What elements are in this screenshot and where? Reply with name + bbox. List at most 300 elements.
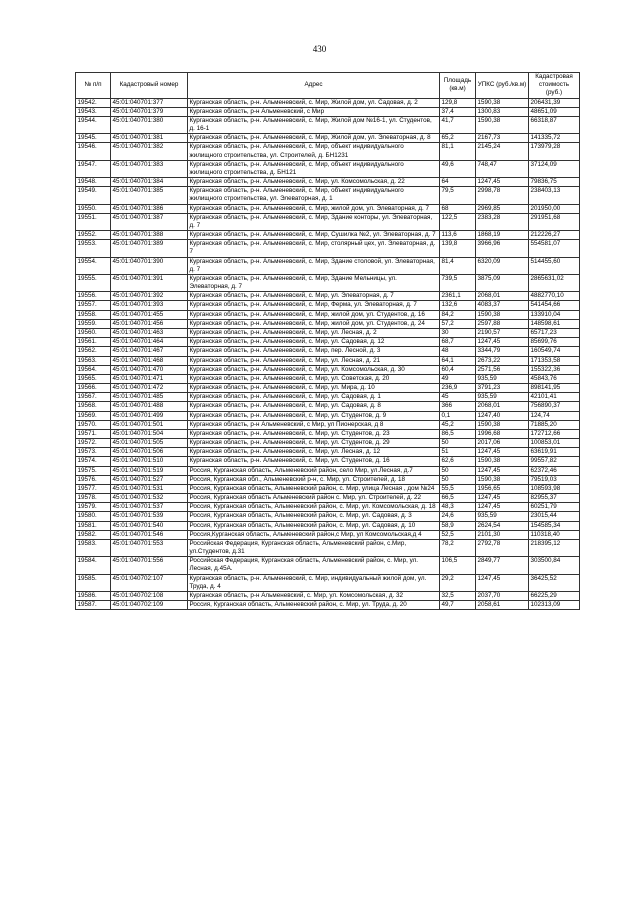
table-row bbox=[76, 98, 580, 107]
cadastral-cost-cell: 4882770,10 bbox=[529, 292, 580, 301]
upks-cell: 2058,61 bbox=[476, 601, 529, 610]
address-cell: Российская Федерация, Курганская область, Альменевский район, с. Мир, ул. Лесная, д.45А. bbox=[188, 557, 440, 574]
address-cell: Курганская область, р-н. Альменевский, с. Мир, ул. Советская, д. 20 bbox=[188, 374, 440, 383]
cadastral-number-cell: 45:01:040701:463 bbox=[111, 328, 188, 337]
table-row bbox=[76, 365, 580, 374]
upks-cell: 2597,88 bbox=[476, 319, 529, 328]
address-cell: Курганская область, р-н. Альменевский, с. Мир, объект индивидуального жилищного строительства, ул. Элеваторная, д. 1 bbox=[188, 187, 440, 204]
address-cell: Россия, Курганская область, Альменевский район, с. Мир, улица Лесная , дом №24 bbox=[188, 484, 440, 493]
cadastral-number-cell: 45:01:040701:510 bbox=[111, 457, 188, 466]
address-cell: Курганская область, р-н. Альменевский, с. Мир, объект индивидуального жилищного строительства, д. БН121 bbox=[188, 160, 440, 177]
area-cell: 68,7 bbox=[440, 338, 476, 347]
cadastral-cost-cell: 63619,91 bbox=[529, 448, 580, 457]
row-number-cell: 19542. bbox=[76, 98, 111, 107]
address-cell: Курганская область, р-н. Альменевский, с. Мир, ул. Комсомольская, д. 30 bbox=[188, 365, 440, 374]
address-cell: Россия, Курганская область, Альменевский район, село Мир, ул.Лесная, д.7 bbox=[188, 466, 440, 475]
table-row bbox=[76, 521, 580, 530]
row-number-cell: 19543. bbox=[76, 107, 111, 116]
header-address: Адрес bbox=[188, 73, 440, 99]
address-cell: Россия, Курганская область, Альменевский район, с. Мир, ул. Труда, д. 20 bbox=[188, 601, 440, 610]
row-number-cell: 19570. bbox=[76, 420, 111, 429]
table-row bbox=[76, 257, 580, 274]
table-row bbox=[76, 457, 580, 466]
area-cell: 48 bbox=[440, 347, 476, 356]
address-cell: Курганская область, р-н. Альменевский, с. Мир, столярный цех, ул. Элеваторная, д. 7 bbox=[188, 240, 440, 257]
table-header-row bbox=[76, 73, 580, 99]
area-cell: 51 bbox=[440, 448, 476, 457]
header-cadastral-cost: Кадастровая стоимость (руб.) bbox=[529, 73, 580, 99]
cadastral-cost-cell: 42101,41 bbox=[529, 393, 580, 402]
area-cell: 132,6 bbox=[440, 301, 476, 310]
cadastral-number-cell: 45:01:040701:377 bbox=[111, 98, 188, 107]
upks-cell: 1956,65 bbox=[476, 484, 529, 493]
cadastral-cost-cell: 514455,60 bbox=[529, 257, 580, 274]
cadastral-cost-cell: 45843,76 bbox=[529, 374, 580, 383]
area-cell: 60,4 bbox=[440, 365, 476, 374]
table-row bbox=[76, 143, 580, 160]
address-cell: Курганская область, р-н. Альменевский, с. Мир, ул. Студентов, д. 9 bbox=[188, 411, 440, 420]
cadastral-cost-cell: 201950,00 bbox=[529, 204, 580, 213]
address-cell: Курганская область, р-н. Альменевский, с. Мир, пер. Лесной, д. 3 bbox=[188, 347, 440, 356]
upks-cell: 2068,01 bbox=[476, 402, 529, 411]
cadastral-number-cell: 45:01:040701:488 bbox=[111, 402, 188, 411]
area-cell: 66,5 bbox=[440, 494, 476, 503]
upks-cell: 1590,38 bbox=[476, 98, 529, 107]
row-number-cell: 19549. bbox=[76, 187, 111, 204]
address-cell: Курганская область, р-н. Альменевский, с. Мир, Ферма, ул. Элеваторная, д. 7 bbox=[188, 301, 440, 310]
cadastral-cost-cell: 85699,76 bbox=[529, 338, 580, 347]
area-cell: 139,8 bbox=[440, 240, 476, 257]
area-cell: 50 bbox=[440, 466, 476, 475]
cadastral-number-cell: 45:01:040701:379 bbox=[111, 107, 188, 116]
table-row bbox=[76, 328, 580, 337]
cadastral-number-cell: 45:01:040701:386 bbox=[111, 204, 188, 213]
row-number-cell: 19587. bbox=[76, 601, 111, 610]
row-number-cell: 19555. bbox=[76, 274, 111, 291]
table-row bbox=[76, 448, 580, 457]
upks-cell: 6320,09 bbox=[476, 257, 529, 274]
upks-cell: 3966,96 bbox=[476, 240, 529, 257]
address-cell: Курганская область, р-н. Альменевский, с. Мир, ул. Садовая, д. 8 bbox=[188, 402, 440, 411]
address-cell: Курганская область, р-н Альменевский, с Мир bbox=[188, 107, 440, 116]
address-cell: Курганская область, р-н. Альменевский, с. Мир, ул. Лесная, д. 12 bbox=[188, 448, 440, 457]
header-area: Площадь (кв.м) bbox=[440, 73, 476, 99]
cadastral-cost-cell: 541454,66 bbox=[529, 301, 580, 310]
table-row bbox=[76, 319, 580, 328]
cadastral-number-cell: 45:01:040701:539 bbox=[111, 512, 188, 521]
address-cell: Курганская область, р-н. Альменевский, с. Мир, жилой дом, ул. Студентов, д. 16 bbox=[188, 310, 440, 319]
cadastral-cost-cell: 79519,03 bbox=[529, 475, 580, 484]
area-cell: 0,1 bbox=[440, 411, 476, 420]
cadastral-number-cell: 45:01:040701:387 bbox=[111, 213, 188, 230]
table-row bbox=[76, 384, 580, 393]
upks-cell: 3344,79 bbox=[476, 347, 529, 356]
cadastral-cost-cell: 102313,09 bbox=[529, 601, 580, 610]
cadastral-cost-cell: 148598,61 bbox=[529, 319, 580, 328]
cadastral-number-cell: 45:01:040701:389 bbox=[111, 240, 188, 257]
upks-cell: 1247,45 bbox=[476, 503, 529, 512]
cadastral-cost-cell: 160549,74 bbox=[529, 347, 580, 356]
upks-cell: 1247,45 bbox=[476, 494, 529, 503]
upks-cell: 2037,70 bbox=[476, 591, 529, 600]
cadastral-cost-cell: 291951,68 bbox=[529, 213, 580, 230]
cadastral-cost-cell: 99557,82 bbox=[529, 457, 580, 466]
address-cell: Курганская область, р-н. Альменевский, с. Мир, Жилой дом, ул. Элеваторная, д. 8 bbox=[188, 134, 440, 143]
area-cell: 86,5 bbox=[440, 429, 476, 438]
cadastral-cost-cell: 23015,44 bbox=[529, 512, 580, 521]
table-row bbox=[76, 213, 580, 230]
row-number-cell: 19565. bbox=[76, 374, 111, 383]
cadastral-number-cell: 45:01:040701:531 bbox=[111, 484, 188, 493]
cadastral-cost-cell: 82955,37 bbox=[529, 494, 580, 503]
row-number-cell: 19578. bbox=[76, 494, 111, 503]
address-cell: Курганская область, р-н. Альменевский, с. Мир, ул. Элеваторная, д. 7 bbox=[188, 292, 440, 301]
table-row bbox=[76, 466, 580, 475]
cadastral-cost-cell: 108593,98 bbox=[529, 484, 580, 493]
area-cell: 122,5 bbox=[440, 213, 476, 230]
cadastral-cost-cell: 79836,75 bbox=[529, 178, 580, 187]
upks-cell: 1590,38 bbox=[476, 420, 529, 429]
upks-cell: 3791,23 bbox=[476, 384, 529, 393]
row-number-cell: 19577. bbox=[76, 484, 111, 493]
cadastral-number-cell: 45:01:040702:108 bbox=[111, 591, 188, 600]
table-row bbox=[76, 301, 580, 310]
table-body bbox=[76, 98, 580, 610]
area-cell: 37,4 bbox=[440, 107, 476, 116]
cadastral-number-cell: 45:01:040701:501 bbox=[111, 420, 188, 429]
upks-cell: 935,59 bbox=[476, 393, 529, 402]
address-cell: Курганская область, р-н. Альменевский, с. Мир, Здание Мельницы, ул. Элеваторная, д. 7 bbox=[188, 274, 440, 291]
table-row bbox=[76, 503, 580, 512]
row-number-cell: 19545. bbox=[76, 134, 111, 143]
area-cell: 81,4 bbox=[440, 257, 476, 274]
cadastral-table bbox=[75, 72, 580, 610]
cadastral-number-cell: 45:01:040701:385 bbox=[111, 187, 188, 204]
table-row bbox=[76, 204, 580, 213]
table-row bbox=[76, 439, 580, 448]
upks-cell: 2190,57 bbox=[476, 328, 529, 337]
area-cell: 55,5 bbox=[440, 484, 476, 493]
upks-cell: 2167,73 bbox=[476, 134, 529, 143]
cadastral-number-cell: 45:01:040701:390 bbox=[111, 257, 188, 274]
row-number-cell: 19548. bbox=[76, 178, 111, 187]
area-cell: 64 bbox=[440, 178, 476, 187]
address-cell: Курганская область, р-н Альменевский, с Мир, ул Пионерская, д 8 bbox=[188, 420, 440, 429]
table-row bbox=[76, 484, 580, 493]
row-number-cell: 19554. bbox=[76, 257, 111, 274]
cadastral-number-cell: 45:01:040701:392 bbox=[111, 292, 188, 301]
cadastral-cost-cell: 100853,01 bbox=[529, 439, 580, 448]
cadastral-number-cell: 45:01:040701:505 bbox=[111, 439, 188, 448]
cadastral-number-cell: 45:01:040701:464 bbox=[111, 338, 188, 347]
address-cell: Курганская область, р-н. Альменевский, с. Мир, Сушилка №2, ул. Элеваторная, д. 7 bbox=[188, 231, 440, 240]
table-row bbox=[76, 231, 580, 240]
address-cell: Россия, Курганская область, Альменевский район, с. Мир, ул. Комсомольская, д. 18 bbox=[188, 503, 440, 512]
table-row bbox=[76, 475, 580, 484]
cadastral-cost-cell: 172712,66 bbox=[529, 429, 580, 438]
cadastral-cost-cell: 124,74 bbox=[529, 411, 580, 420]
upks-cell: 2571,56 bbox=[476, 365, 529, 374]
upks-cell: 2017,06 bbox=[476, 439, 529, 448]
row-number-cell: 19547. bbox=[76, 160, 111, 177]
address-cell: Курганская область, р-н. Альменевский, с. Мир, Жилой дом №16-1, ул. Студентов, д. 16-1 bbox=[188, 116, 440, 133]
address-cell: Курганская область, р-н. Альменевский, с. Мир, ул. Мира, д. 10 bbox=[188, 384, 440, 393]
cadastral-cost-cell: 60251,79 bbox=[529, 503, 580, 512]
area-cell: 236,9 bbox=[440, 384, 476, 393]
area-cell: 81,1 bbox=[440, 143, 476, 160]
address-cell: Курганская область, р-н. Альменевский, с. Мир, ул. Садовая, д. 12 bbox=[188, 338, 440, 347]
cadastral-number-cell: 45:01:040702:109 bbox=[111, 601, 188, 610]
cadastral-number-cell: 45:01:040702:107 bbox=[111, 574, 188, 591]
table-row bbox=[76, 530, 580, 539]
cadastral-cost-cell: 238403,13 bbox=[529, 187, 580, 204]
cadastral-cost-cell: 71885,20 bbox=[529, 420, 580, 429]
cadastral-cost-cell: 36425,52 bbox=[529, 574, 580, 591]
cadastral-number-cell: 45:01:040701:381 bbox=[111, 134, 188, 143]
cadastral-number-cell: 45:01:040701:388 bbox=[111, 231, 188, 240]
area-cell: 84,2 bbox=[440, 310, 476, 319]
upks-cell: 1590,38 bbox=[476, 310, 529, 319]
table-row bbox=[76, 274, 580, 291]
row-number-cell: 19571. bbox=[76, 429, 111, 438]
upks-cell: 4083,37 bbox=[476, 301, 529, 310]
cadastral-number-cell: 45:01:040701:546 bbox=[111, 530, 188, 539]
address-cell: Россия,Курганская область, Альменевский район,с Мир, ул Комсомольская,д 4 bbox=[188, 530, 440, 539]
row-number-cell: 19558. bbox=[76, 310, 111, 319]
upks-cell: 935,59 bbox=[476, 512, 529, 521]
cadastral-number-cell: 45:01:040701:468 bbox=[111, 356, 188, 365]
row-number-cell: 19585. bbox=[76, 574, 111, 591]
table-row bbox=[76, 393, 580, 402]
address-cell: Россия, Курганская область, Альменевский район, с. Мир, ул. Садовая, д. 3 bbox=[188, 512, 440, 521]
upks-cell: 2101,30 bbox=[476, 530, 529, 539]
upks-cell: 2969,85 bbox=[476, 204, 529, 213]
area-cell: 49 bbox=[440, 374, 476, 383]
table-row bbox=[76, 402, 580, 411]
area-cell: 78,2 bbox=[440, 539, 476, 556]
table-row bbox=[76, 338, 580, 347]
table-row bbox=[76, 557, 580, 574]
cadastral-number-cell: 45:01:040701:506 bbox=[111, 448, 188, 457]
row-number-cell: 19552. bbox=[76, 231, 111, 240]
row-number-cell: 19566. bbox=[76, 384, 111, 393]
address-cell: Курганская область, р-н Альменевский, с. Мир, ул. Комсомольская, д. 32 bbox=[188, 591, 440, 600]
address-cell: Россия, Курганская область, Альменевский район, с. Мир, ул. Садовая, д. 10 bbox=[188, 521, 440, 530]
cadastral-number-cell: 45:01:040701:556 bbox=[111, 557, 188, 574]
table-row bbox=[76, 429, 580, 438]
table-row bbox=[76, 374, 580, 383]
area-cell: 49,6 bbox=[440, 160, 476, 177]
row-number-cell: 19576. bbox=[76, 475, 111, 484]
table-row bbox=[76, 420, 580, 429]
cadastral-number-cell: 45:01:040701:499 bbox=[111, 411, 188, 420]
row-number-cell: 19569. bbox=[76, 411, 111, 420]
upks-cell: 2673,22 bbox=[476, 356, 529, 365]
cadastral-cost-cell: 173979,28 bbox=[529, 143, 580, 160]
cadastral-number-cell: 45:01:040701:382 bbox=[111, 143, 188, 160]
address-cell: Курганская область, р-н. Альменевский, с. Мир, ул. Студентов, д. 29 bbox=[188, 439, 440, 448]
table-row bbox=[76, 494, 580, 503]
upks-cell: 3875,09 bbox=[476, 274, 529, 291]
cadastral-cost-cell: 171353,58 bbox=[529, 356, 580, 365]
cadastral-cost-cell: 141335,72 bbox=[529, 134, 580, 143]
area-cell: 32,5 bbox=[440, 591, 476, 600]
table-row bbox=[76, 411, 580, 420]
header-num: № п/п bbox=[76, 73, 111, 99]
address-cell: Курганская область, р-н. Альменевский, с. Мир, жилой дом, ул. Элеваторная, д. 7 bbox=[188, 204, 440, 213]
header-upks: УПКС (руб./кв.м) bbox=[476, 73, 529, 99]
address-cell: Курганская область, р-н. Альменевский, с. Мир, ул. Студентов, д. 16 bbox=[188, 457, 440, 466]
upks-cell: 1247,45 bbox=[476, 338, 529, 347]
cadastral-number-cell: 45:01:040701:393 bbox=[111, 301, 188, 310]
cadastral-number-cell: 45:01:040701:383 bbox=[111, 160, 188, 177]
area-cell: 739,5 bbox=[440, 274, 476, 291]
upks-cell: 1247,45 bbox=[476, 178, 529, 187]
area-cell: 2361,1 bbox=[440, 292, 476, 301]
cadastral-number-cell: 45:01:040701:472 bbox=[111, 384, 188, 393]
row-number-cell: 19563. bbox=[76, 356, 111, 365]
row-number-cell: 19553. bbox=[76, 240, 111, 257]
cadastral-cost-cell: 2865631,02 bbox=[529, 274, 580, 291]
row-number-cell: 19559. bbox=[76, 319, 111, 328]
address-cell: Курганская область, р-н. Альменевский, с. Мир, Жилой дом, ул. Садовая, д. 2 bbox=[188, 98, 440, 107]
upks-cell: 2849,77 bbox=[476, 557, 529, 574]
cadastral-cost-cell: 303500,84 bbox=[529, 557, 580, 574]
page-number: 430 bbox=[312, 44, 327, 54]
area-cell: 68 bbox=[440, 204, 476, 213]
row-number-cell: 19574. bbox=[76, 457, 111, 466]
row-number-cell: 19579. bbox=[76, 503, 111, 512]
area-cell: 48,3 bbox=[440, 503, 476, 512]
area-cell: 129,8 bbox=[440, 98, 476, 107]
row-number-cell: 19562. bbox=[76, 347, 111, 356]
table-row bbox=[76, 601, 580, 610]
area-cell: 50 bbox=[440, 439, 476, 448]
row-number-cell: 19551. bbox=[76, 213, 111, 230]
area-cell: 30 bbox=[440, 328, 476, 337]
row-number-cell: 19546. bbox=[76, 143, 111, 160]
area-cell: 49,7 bbox=[440, 601, 476, 610]
table-row bbox=[76, 178, 580, 187]
upks-cell: 1590,38 bbox=[476, 457, 529, 466]
area-cell: 24,6 bbox=[440, 512, 476, 521]
address-cell: Курганская область, р-н. Альменевский, с. Мир, ул. Лесная, д. 21 bbox=[188, 356, 440, 365]
cadastral-number-cell: 45:01:040701:485 bbox=[111, 393, 188, 402]
area-cell: 29,2 bbox=[440, 574, 476, 591]
area-cell: 58,9 bbox=[440, 521, 476, 530]
upks-cell: 1590,38 bbox=[476, 475, 529, 484]
row-number-cell: 19586. bbox=[76, 591, 111, 600]
area-cell: 57,2 bbox=[440, 319, 476, 328]
address-cell: Российская Федерация, Курганская область, Альменевский район, с.Мир, ул.Студентов, д.31 bbox=[188, 539, 440, 556]
row-number-cell: 19557. bbox=[76, 301, 111, 310]
row-number-cell: 19583. bbox=[76, 539, 111, 556]
row-number-cell: 19568. bbox=[76, 402, 111, 411]
area-cell: 65,2 bbox=[440, 134, 476, 143]
row-number-cell: 19550. bbox=[76, 204, 111, 213]
table-row bbox=[76, 187, 580, 204]
cadastral-cost-cell: 110318,40 bbox=[529, 530, 580, 539]
cadastral-number-cell: 45:01:040701:456 bbox=[111, 319, 188, 328]
address-cell: Россия, Курганская область Альменевский район с. Мир, ул. Строителей, д. 22 bbox=[188, 494, 440, 503]
cadastral-cost-cell: 218395,12 bbox=[529, 539, 580, 556]
row-number-cell: 19580. bbox=[76, 512, 111, 521]
cadastral-cost-cell: 554581,07 bbox=[529, 240, 580, 257]
row-number-cell: 19544. bbox=[76, 116, 111, 133]
upks-cell: 2145,24 bbox=[476, 143, 529, 160]
upks-cell: 2068,01 bbox=[476, 292, 529, 301]
area-cell: 41,7 bbox=[440, 116, 476, 133]
cadastral-cost-cell: 37124,09 bbox=[529, 160, 580, 177]
row-number-cell: 19582. bbox=[76, 530, 111, 539]
cadastral-number-cell: 45:01:040701:455 bbox=[111, 310, 188, 319]
address-cell: Курганская область, р-н. Альменевский, с. Мир, ул. Студентов, д. 23 bbox=[188, 429, 440, 438]
cadastral-cost-cell: 154585,34 bbox=[529, 521, 580, 530]
cadastral-cost-cell: 898141,95 bbox=[529, 384, 580, 393]
address-cell: Курганская область, р-н. Альменевский, с. Мир, Здание столовой, ул. Элеваторная, д. 7 bbox=[188, 257, 440, 274]
cadastral-number-cell: 45:01:040701:384 bbox=[111, 178, 188, 187]
upks-cell: 1247,45 bbox=[476, 466, 529, 475]
cadastral-number-cell: 45:01:040701:553 bbox=[111, 539, 188, 556]
cadastral-number-cell: 45:01:040701:532 bbox=[111, 494, 188, 503]
row-number-cell: 19572. bbox=[76, 439, 111, 448]
cadastral-number-cell: 45:01:040701:537 bbox=[111, 503, 188, 512]
cadastral-number-cell: 45:01:040701:471 bbox=[111, 374, 188, 383]
cadastral-cost-cell: 756890,37 bbox=[529, 402, 580, 411]
row-number-cell: 19561. bbox=[76, 338, 111, 347]
upks-cell: 1300,83 bbox=[476, 107, 529, 116]
table-row bbox=[76, 292, 580, 301]
area-cell: 106,5 bbox=[440, 557, 476, 574]
address-cell: Курганская область, р-н. Альменевский, с. Мир, Здание конторы, ул. Элеваторная, д. 7 bbox=[188, 213, 440, 230]
upks-cell: 2383,28 bbox=[476, 213, 529, 230]
cadastral-number-cell: 45:01:040701:470 bbox=[111, 365, 188, 374]
upks-cell: 935,59 bbox=[476, 374, 529, 383]
area-cell: 366 bbox=[440, 402, 476, 411]
area-cell: 64,1 bbox=[440, 356, 476, 365]
address-cell: Курганская область, р-н. Альменевский, с. Мир, ул. Лесная, д. 2 bbox=[188, 328, 440, 337]
row-number-cell: 19567. bbox=[76, 393, 111, 402]
row-number-cell: 19584. bbox=[76, 557, 111, 574]
address-cell: Курганская область, р-н. Альменевский, с. Мир, ул. Комсомольская, д. 22 bbox=[188, 178, 440, 187]
table-row bbox=[76, 574, 580, 591]
row-number-cell: 19556. bbox=[76, 292, 111, 301]
table-row bbox=[76, 134, 580, 143]
row-number-cell: 19581. bbox=[76, 521, 111, 530]
table-row bbox=[76, 539, 580, 556]
cadastral-cost-cell: 155322,36 bbox=[529, 365, 580, 374]
area-cell: 62,6 bbox=[440, 457, 476, 466]
area-cell: 50 bbox=[440, 475, 476, 484]
upks-cell: 1247,45 bbox=[476, 574, 529, 591]
cadastral-number-cell: 45:01:040701:380 bbox=[111, 116, 188, 133]
area-cell: 45 bbox=[440, 393, 476, 402]
cadastral-cost-cell: 133910,04 bbox=[529, 310, 580, 319]
cadastral-number-cell: 45:01:040701:527 bbox=[111, 475, 188, 484]
table-row bbox=[76, 310, 580, 319]
table-row bbox=[76, 116, 580, 133]
cadastral-cost-cell: 206431,39 bbox=[529, 98, 580, 107]
cadastral-cost-cell: 212226,27 bbox=[529, 231, 580, 240]
area-cell: 113,6 bbox=[440, 231, 476, 240]
cadastral-number-cell: 45:01:040701:504 bbox=[111, 429, 188, 438]
table-row bbox=[76, 591, 580, 600]
cadastral-number-cell: 45:01:040701:391 bbox=[111, 274, 188, 291]
upks-cell: 2792,78 bbox=[476, 539, 529, 556]
cadastral-cost-cell: 66225,29 bbox=[529, 591, 580, 600]
header-cadastral-number: Кадастровый номер bbox=[111, 73, 188, 99]
upks-cell: 2998,78 bbox=[476, 187, 529, 204]
